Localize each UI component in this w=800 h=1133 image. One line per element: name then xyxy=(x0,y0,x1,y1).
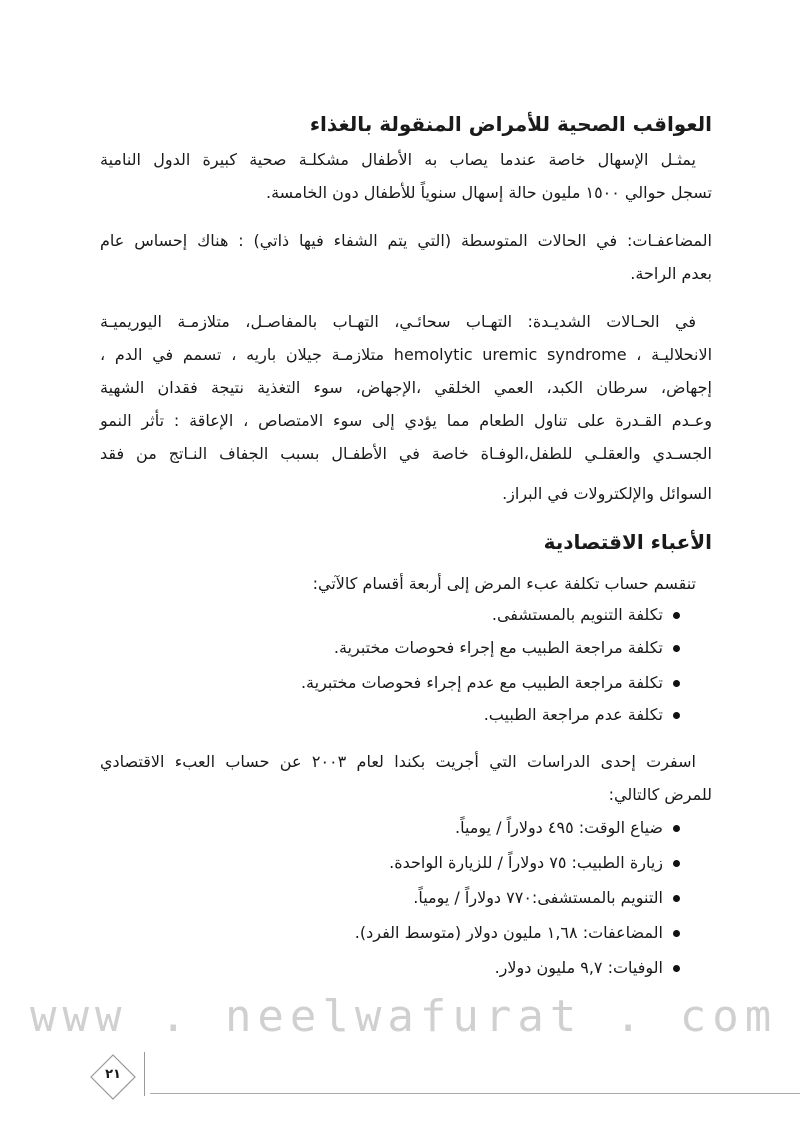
paragraph-line: اسفرت إحدى الدراسات التي أجريت بكندا لعام ٢٠٠٣ عن حساب العبء الاقتصادي xyxy=(100,752,697,771)
list-item: تكلفة عدم مراجعة الطبيب. xyxy=(484,703,680,727)
paragraph-line: الانحلاليـة ، hemolytic uremic syndrome متلازمـة جيلان باريه ، تسمم في الدم ، xyxy=(100,345,713,364)
footer-divider xyxy=(144,1052,145,1096)
paragraph-line: للمرض كالتالي: xyxy=(608,785,712,804)
paragraph-line: وعـدم القـدرة على تناول الطعام مما يؤدي إلى سوء الامتصاص ، الإعاقة : تأثر النمو xyxy=(100,411,712,430)
paragraph-line: السوائل والإلكترولات في البراز. xyxy=(502,484,712,503)
list-item: المضاعفات: ١,٦٨ مليون دولار (متوسط الفرد). xyxy=(355,921,680,945)
paragraph-line: تنقسم حساب تكلفة عبء المرض إلى أربعة أقسام كالآتي: xyxy=(312,574,696,593)
paragraph-line: إجهاض، سرطان الكبد، العمي الخلقي ،الإجهاض، سوء التغذية نتيجة فقدان الشهية xyxy=(100,378,712,397)
list-item: التنويم بالمستشفى:٧٧٠ دولاراً / يومياً. xyxy=(413,886,680,910)
paragraph-line: يمثـل الإسهال خاصة عندما يصاب به الأطفال مشكلـة صحية كبيرة الدول النامية xyxy=(100,150,696,169)
section-heading-health-consequences: العواقب الصحية للأمراض المنقولة بالغذاء xyxy=(309,112,712,136)
paragraph-line: الجسـدي والعقلـي للطفل،الوفـاة خاصة في الأطفـال بسبب الجفاف النـاتج من فقد xyxy=(100,444,712,463)
section-heading-economic-burden: الأعباء الاقتصادية xyxy=(543,530,712,554)
list-item: الوفيات: ٩,٧ مليون دولار. xyxy=(495,956,680,980)
list-item: ضياع الوقت: ٤٩٥ دولاراً / يومياً. xyxy=(455,816,680,840)
footer-rule xyxy=(150,1093,800,1094)
paragraph-line: تسجل حوالي ١٥٠٠ مليون حالة إسهال سنوياً للأطفال دون الخامسة. xyxy=(266,183,712,202)
list-item: تكلفة مراجعة الطبيب مع إجراء فحوصات مختبرية. xyxy=(334,636,680,660)
list-item: تكلفة مراجعة الطبيب مع عدم إجراء فحوصات مختبرية. xyxy=(301,671,680,695)
paragraph-line: المضاعفـات: في الحالات المتوسطة (التي يتم الشفاء فيها ذاتي) : هناك إحساس عام xyxy=(100,231,712,250)
paragraph-line: بعدم الراحة. xyxy=(630,264,712,283)
paragraph-line: في الحـالات الشديـدة: التهـاب سحائـي، التهـاب بالمفاصـل، متلازمـة اليوريميـة xyxy=(100,312,696,331)
list-item: تكلفة التنويم بالمستشفى. xyxy=(492,603,680,627)
page-number: ٢١ xyxy=(105,1067,121,1082)
list-item: زيارة الطبيب: ٧٥ دولاراً / للزيارة الواحدة. xyxy=(389,851,680,875)
watermark: www . neelwafurat . com xyxy=(30,991,778,1042)
